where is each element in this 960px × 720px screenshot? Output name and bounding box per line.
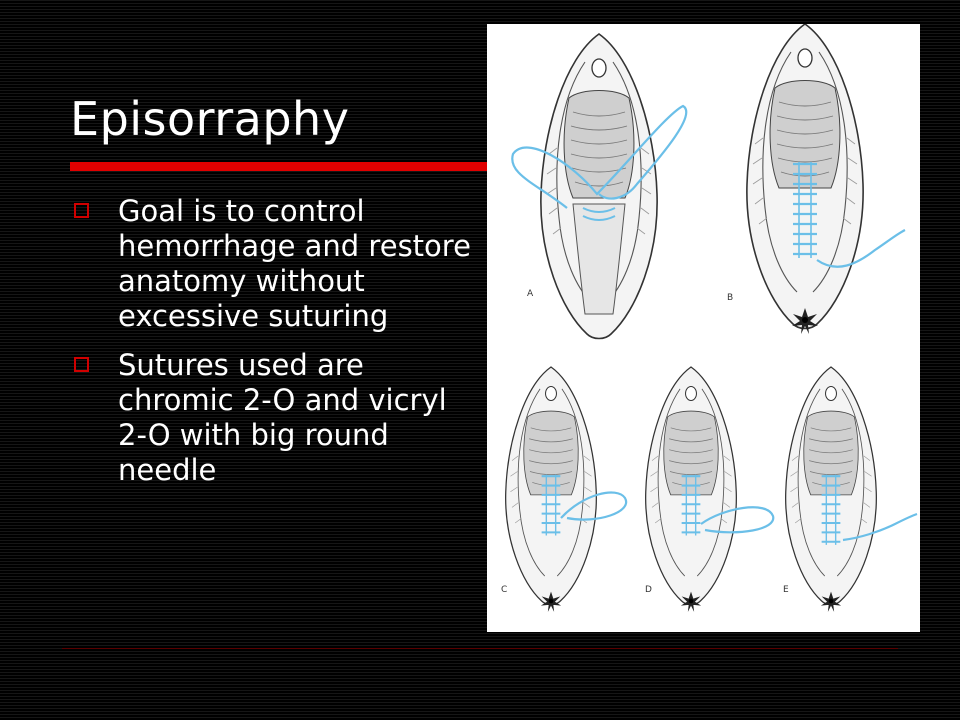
bullet-item (72, 194, 472, 334)
panel-label-b: B (727, 293, 734, 303)
bullet-item (72, 348, 472, 488)
panel-label-c: C (501, 585, 508, 595)
footer-divider (62, 648, 898, 649)
square-bullet-icon (74, 357, 89, 372)
title-underline-bar (70, 162, 490, 171)
episiotomy-repair-illustration (487, 24, 920, 632)
panel-label-d: D (645, 585, 652, 595)
panel-label-a: A (527, 289, 534, 299)
slide-title: Episorraphy (70, 92, 350, 146)
bullet-text: Sutures used are chromic 2-O and vicryl 2-O with big round needle (118, 348, 447, 487)
panel-label-e: E (783, 585, 789, 595)
bullet-text: Goal is to control hemorrhage and restore anatomy without excessive suturing (118, 194, 471, 333)
bullet-list (72, 194, 472, 502)
square-bullet-icon (74, 203, 89, 218)
